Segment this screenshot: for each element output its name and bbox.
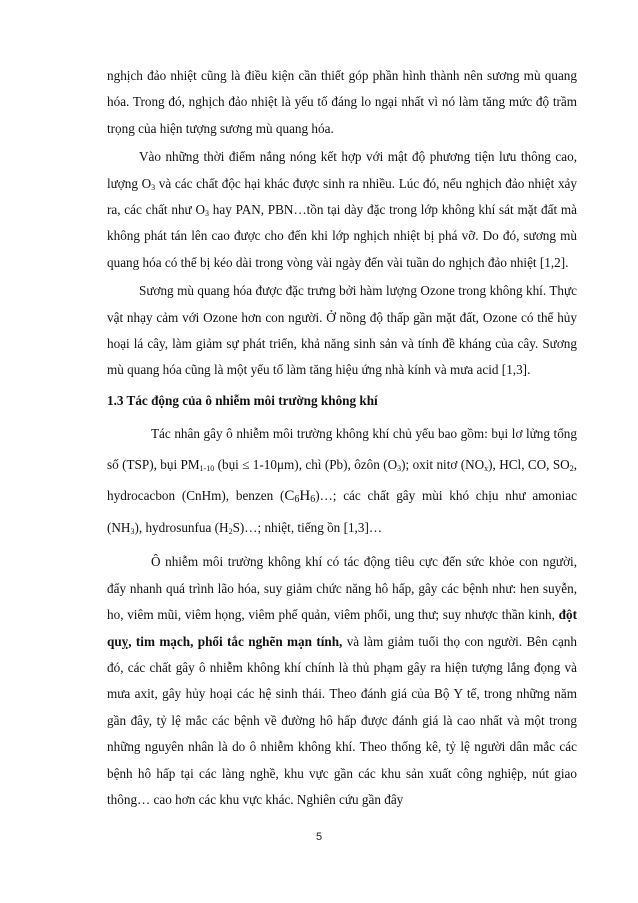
body-text <box>107 63 577 813</box>
formula-carbon: C <box>284 488 295 505</box>
text-run: Ô nhiễm môi trường không khí có tác động tiêu cực đến sức khỏe con người, đẩy nhanh quá trình lão hóa, suy giảm chức năng hô hấp, gây các bệnh như: hen suyễn, ho, viêm mũi, viêm họng, viêm phế quản, viêm phổi, ung thư; suy nhược thần kinh, <box>107 554 577 623</box>
benzene-formula <box>284 488 315 504</box>
text-run: ); oxit nitơ (NO <box>401 457 485 473</box>
subscript: 2 <box>569 464 574 474</box>
formula-hydrogen: H <box>299 488 311 505</box>
section-heading: 1.3 Tác động của ô nhiễm môi trường không khí <box>107 392 378 408</box>
text-run: )…; các chất gây mùi khó chịu như amoniac (NH <box>107 488 577 536</box>
text-run: S)…; nhiệt, tiếng ồn [1,3]… <box>232 520 383 536</box>
bold-diseases: đột quỵ, tim mạch, phổi tắc nghẽn mạn tính, <box>107 607 577 649</box>
text-run: ), hydrosunfua (H <box>134 520 229 536</box>
subscript: 3 <box>151 182 156 192</box>
subscript: 3 <box>397 464 402 474</box>
paragraph-pollutants <box>107 418 577 543</box>
text-run: và làm giảm tuổi thọ con người. Bên cạnh đó, các chất gây ô nhiễm không khí chính là thủ phạm gây ra hiện tượng lắng đọng và mưa axit, gây hủy hoại các hệ sinh thái. Theo đánh giá của Bộ Y tế, trong những năm gần đây, tỷ lệ mắc các bệnh về đường hô hấp được đánh giá là cao nhất và một trong những nguyên nhân là do ô nhiễm không khí. Theo thống kê, tỷ lệ người dân mắc các bệnh hô hấp tại các làng nghề, khu vực gần các khu sản xuất công nghiệp, nút giao thông… cao hơn các khu vực khác. Nghiên cứu gần đây <box>107 633 577 807</box>
subscript: 6 <box>310 494 316 506</box>
subscript: 3 <box>205 209 209 219</box>
subscript: 1-10 <box>199 464 215 474</box>
subscript: x <box>484 464 489 474</box>
text-run: Tác nhân gây ô nhiễm môi trường không khí chủ yếu bao gồm: bụi lơ lửng tổng số (TSP), bụi PM <box>107 426 577 473</box>
subscript: 6 <box>294 494 300 506</box>
subscript: 2 <box>228 527 233 537</box>
paragraph-health-effects <box>107 549 577 813</box>
text-run: , hydrocacbon (CnHm), benzen ( <box>107 457 577 504</box>
paragraph-ozone-plants: Sương mù quang hóa được đặc trưng bởi hàm lượng Ozone trong không khí. Thực vật nhạy cảm với Ozone hơn con người. Ở nồng độ thấp gần mặt đất, Ozone có thể hủy hoại lá cây, làm giảm sự phát triển, khả năng sinh sản và tính đề kháng của cây. Sương mù quang hóa cũng là một yếu tố làm tăng hiệu ứng nhà kính và mưa acid [1,3]. <box>107 283 577 378</box>
text-run: ), HCl, CO, SO <box>488 457 570 473</box>
text-run: và các chất độc hại khác được sinh ra nhiều. Lúc đó, nếu nghịch đảo nhiệt xảy ra, các chất như O <box>107 175 578 218</box>
subscript: 3 <box>130 527 135 537</box>
paragraph-inversion-continuation: nghịch đảo nhiệt cũng là điều kiện cần thiết góp phần hình thành nên sương mù quang hóa. Trong đó, nghịch đảo nhiệt là yếu tố đáng lo ngại nhất vì nó làm tăng mức độ trầm trọng của hiện tượng sương mù quang hóa. <box>107 68 577 136</box>
page-number: 5 <box>315 831 323 843</box>
text-run: (bụi ≤ 1-10μm), chì (Pb), ôzôn (O <box>214 457 398 473</box>
text-run: hay PAN, PBN…tồn tại dày đặc trong lớp không khí sát mặt đất mà không phát tán lên cao được cho đến khi lớp nghịch nhiệt bị phá vỡ. Do đó, sương mù quang hóa có thể bị kéo dài trong vòng vài ngày đến vài tuần do nghịch đảo nhiệt [1,2]. <box>107 202 577 270</box>
text-run: Vào những thời điểm nắng nóng kết hợp với mật độ phương tiện lưu thông cao, lượng O <box>107 149 577 191</box>
paragraph-heat-traffic <box>107 144 577 276</box>
